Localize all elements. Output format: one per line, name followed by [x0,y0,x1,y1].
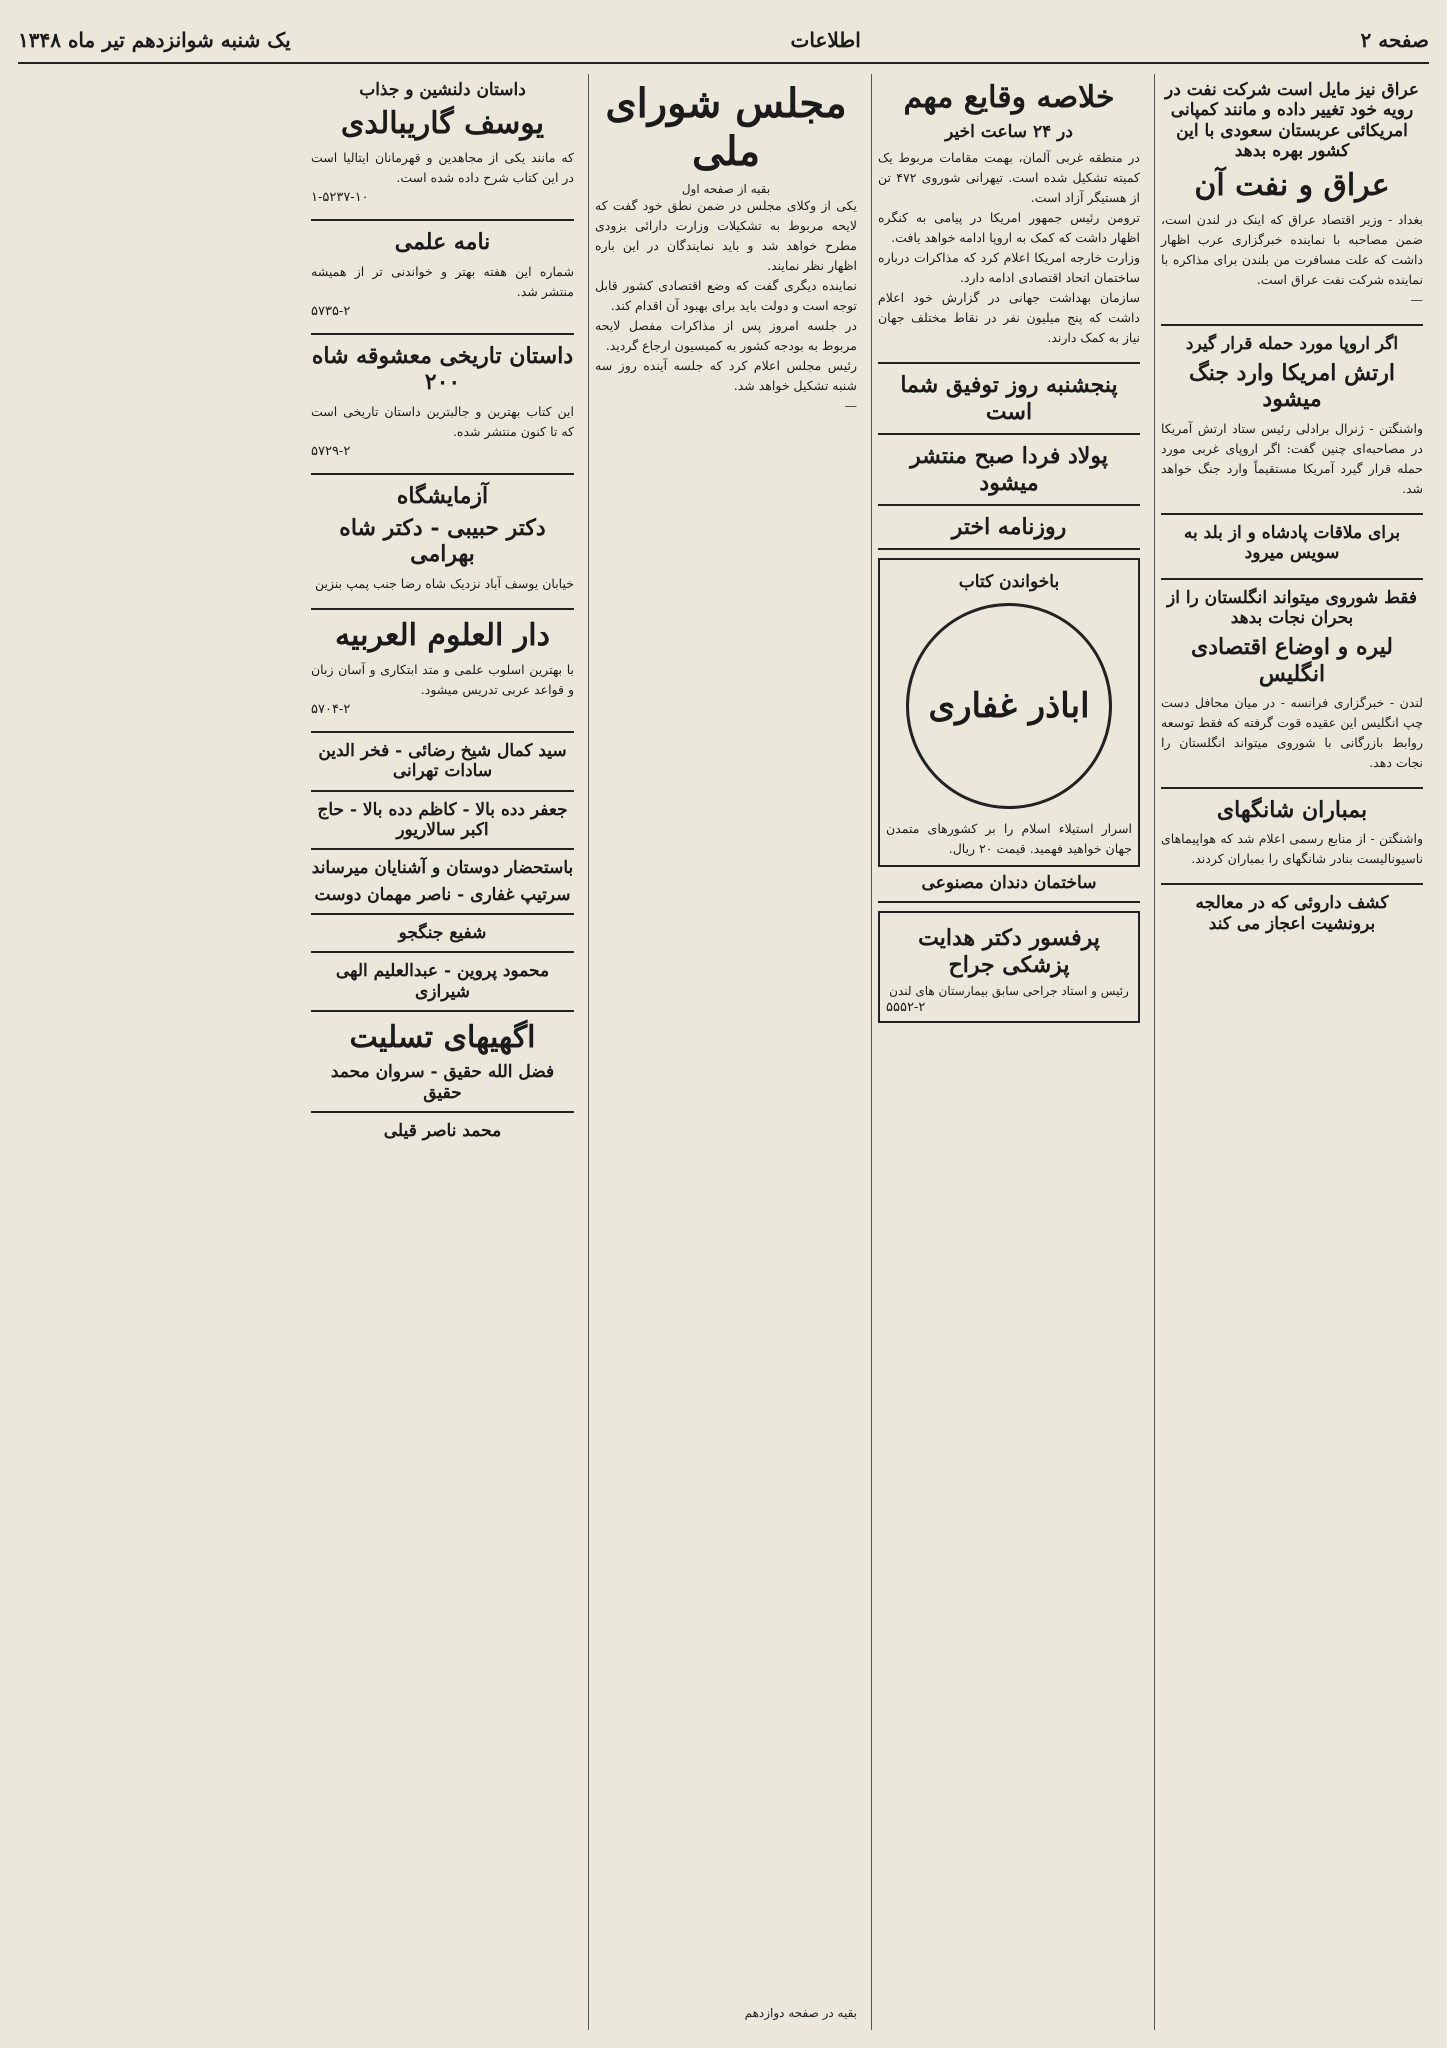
ad-headline: روزنامه اختر [951,513,1067,540]
ad-body: اسرار استیلاء اسلام را بر کشورهای متمدن جهان خواهید فهمید. قیمت ۲۰ ریال. [886,820,1132,856]
notice-names: محمود پروین - عبدالعلیم الهی شیرازی [335,961,550,1002]
article-body: رئیس مجلس اعلام کرد که جلسه آینده روز سه شنبه تشکیل خواهد شد. [595,358,857,393]
ad-historical-novel [311,343,574,459]
article-body: بغداد - وزیر اقتصاد عراق که اینک در لندن است، ضمن مصاحبه با نماینده خبرگزاری عرب اظهار داشت که علت مسافرت من بلندن برای مذاکره با نماینده شرکت نفت عراق است. [1161,211,1423,287]
ad-body: با بهترین اسلوب علمی و متد ابتکاری و آسان زبان و قواعد عربی تدریس میشود. [311,661,574,697]
article-continuation: بقیه از صفحه اول [681,182,771,196]
divider [878,548,1140,550]
article-headline: بمباران شانگهای [1216,797,1368,824]
ad-headline: پولاد فردا صبح منتشر میشود [910,443,1108,496]
article-headline: لیره و اوضاع اقتصادی انگلیس [1191,634,1393,687]
ad-headline: آزمایشگاه [396,482,489,509]
article-medicine [1161,893,1423,934]
column-2 [871,74,1146,2030]
paper-name: اطلاعات [790,28,861,52]
ad-code: ۱-۵۲۳۷-۱۰ [311,190,369,206]
divider [311,473,574,475]
notice-headline: باستحضار دوستان و آشنایان میرساند [311,858,574,879]
article-sterling [1161,588,1423,774]
divider [311,731,574,733]
ad-headline: داستان تاریخی معشوقه شاه ۲۰۰ [311,342,574,396]
article-headline: کشف داروئی که در معالجه برونشیت اعجاز می کند [1195,893,1389,934]
ad-code: ۵۷۳۵-۲ [311,303,351,319]
notice-names: جعفر دده بالا - کاظم دده بالا - حاج اکبر سالاریور [317,799,568,840]
article-body-filler: — [844,398,857,413]
notice-names: محمد ناصر قیلی [383,1121,502,1142]
divider [311,1010,574,1012]
ad-headline: پنجشنبه روز توفیق شما است [900,372,1118,425]
notice-names: شفیع جنگجو [398,923,487,944]
book-ad [878,558,1140,866]
divider [311,848,574,850]
divider [878,504,1140,506]
page-number: صفحه ۲ [1360,28,1429,52]
ad-headline: پرفسور دکتر هدایت پزشکی جراح [918,925,1100,978]
article-headline: عراق و نفت آن [1194,167,1390,203]
divider [311,219,574,221]
divider [1161,324,1423,326]
divider [311,790,574,792]
article-iraq-oil [1161,80,1423,310]
masthead [18,18,1429,64]
divider [878,362,1140,364]
summary-item: ترومن رئیس جمهور امریکا در پیامی به کنگره اظهار داشت که کمک به اروپا ادامه خواهد یافت. [878,210,1140,246]
ad-body: شماره این هفته بهتر و خواندنی تر از همیشه منتشر شد. [311,263,574,299]
book-title-emblem: اباذر غفاری [906,603,1112,809]
divider [1161,787,1423,789]
news-summary [878,80,1140,348]
divider [1161,883,1423,885]
ad-laboratory [311,483,574,594]
condolence-headline: اگهیهای تسلیت [349,1020,536,1056]
ad-kicker: داستان دلنشین و جذاب [359,80,526,100]
divider [1161,513,1423,515]
divider [311,1111,574,1113]
ad-arabic-school [311,618,574,717]
divider [311,608,574,610]
article-parliament [595,80,857,416]
divider [1161,578,1423,580]
article-headline: مجلس شورای ملی [605,80,847,175]
divider [311,333,574,335]
column-1 [1154,74,1429,2030]
ad-headline: نامه علمی [394,229,491,256]
divider [878,433,1140,435]
ad-subhead: رئیس و استاد جراحی سابق بیمارستان های لندن [889,983,1129,998]
ad-code: ۵۷۰۴-۲ [311,701,351,717]
article-shanghai [1161,797,1423,869]
summary-item: در منطقه غربی آلمان، بهمت مقامات مربوط یک کمیته تشکیل شده است. تیهرانی شوروی ۴۷۲ تن از هستیگر آزاد است. [878,150,1141,206]
article-king-visit [1161,523,1423,564]
ad-headline: ساختمان دندان مصنوعی [921,872,1097,893]
article-body-filler: — [1410,291,1423,307]
article-body: واشنگتن - ژنرال برادلی رئیس ستاد ارتش آمریکا در مصاحبه‌ای چنین گفت: اگر اروپای غربی مورد حمله قرار گیرد آمریکا مستقیماً وارد جنگ خواهد شد. [1161,420,1423,496]
summary-headline: خلاصه وقایع مهم [903,80,1115,115]
ad-headline: یوسف گاریبالدی [340,106,545,142]
columns [18,74,1429,2030]
ad-address: خیابان یوسف آباد نزدیک شاه رضا جنب پمپ بنزین [314,575,574,591]
ad-body: که مانند یکی از مجاهدین و قهرمانان ایتالیا است در این کتاب شرح داده شده است. [311,150,574,186]
article-body: لندن - خبرگزاری فرانسه - در میان محافل دست چپ انگلیس این عقیده قوت گرفته که فقط توسعه روابط بازرگانی با شوروی میتواند انگلستان را نجات دهد. [1161,695,1423,771]
article-body: یکی از وکلای مجلس در ضمن نطق خود گفت که لایحه مربوط به تشکیلات وزارت دارائی بزودی مطرح خواهد شد و باید نمایندگان در این باره اظهار نظر نمایند. [595,198,857,273]
notice-names: فضل الله حقیق - سروان محمد حقیق [330,1062,555,1103]
ad-body: این کتاب بهترین و جالبترین داستان تاریخی است که تا کنون منتشر شده. [311,403,574,439]
summary-subhead: در ۲۴ ساعت اخیر [945,122,1073,142]
issue-date: یک شنبه شوانزدهم تیر ماه ۱۳۴۸ [18,28,291,52]
article-body: در جلسه امروز پس از مذاکرات مفصل لایحه مربوط به بودجه کشور به کمیسیون ارجاع گردید. [595,318,857,353]
article-intro: عراق نیز مایل است شرکت نفت در رویه خود تغییر داده و مانند کمپانی امریکائی عربستان سعودی با این کشور بهره بدهد [1165,80,1419,162]
article-us-army [1161,334,1423,499]
ad-kicker: باخواندن کتاب [958,572,1060,593]
article-body: نماینده دیگری گفت که وضع اقتصادی کشور قابل توجه است و دولت باید برای بهبود آن اقدام کند. [595,278,857,313]
summary-item: سازمان بهداشت جهانی در گزارش خود اعلام داشت که پنج میلیون نفر در نقاط مختلف جهان نیاز به کمک دارند. [878,290,1140,346]
column-4 [305,74,580,2030]
summary-item: وزارت خارجه امریکا اعلام کرد که مذاکرات درباره ساختمان اتحاد اقتصادی ادامه دارد. [878,250,1140,286]
article-kicker: اگر اروپا مورد حمله قرار گیرد [1185,333,1399,354]
ad-headline: دار العلوم العربیه [334,617,550,653]
divider [311,951,574,953]
ad-code: ۵۷۲۹-۲ [311,443,351,459]
continuation-footer: بقیه در صفحه دوازدهم [744,2006,857,2020]
ad-garibaldi [311,80,574,205]
newspaper-page [18,18,1429,2030]
article-headline: برای ملاقات پادشاه و از بلد به سویس میرود [1183,522,1401,564]
ad-science-letter [311,229,574,318]
article-body: واشنگتن - از منابع رسمی اعلام شد که هواپیماهای ناسیونالیست بنادر شانگهای را بمباران کردند. [1161,831,1423,867]
doctor-ad [878,911,1140,1023]
notice-names: سرتیپ غفاری - ناصر مهمان دوست [314,884,571,905]
column-3 [588,74,863,2030]
divider [878,901,1140,903]
notice-names: سید کمال شیخ رضائی - فخر الدین سادات تهرانی [318,740,567,782]
ad-code: ۵۵۵۲-۲ [886,999,926,1015]
divider [311,913,574,915]
ad-doctors: دکتر حبیبی - دکتر شاه بهرامی [339,514,546,568]
article-kicker: فقط شوروی میتواند انگلستان را از بحران نجات بدهد [1166,587,1418,628]
article-headline: ارتش امریکا وارد جنگ میشود [1189,359,1395,413]
